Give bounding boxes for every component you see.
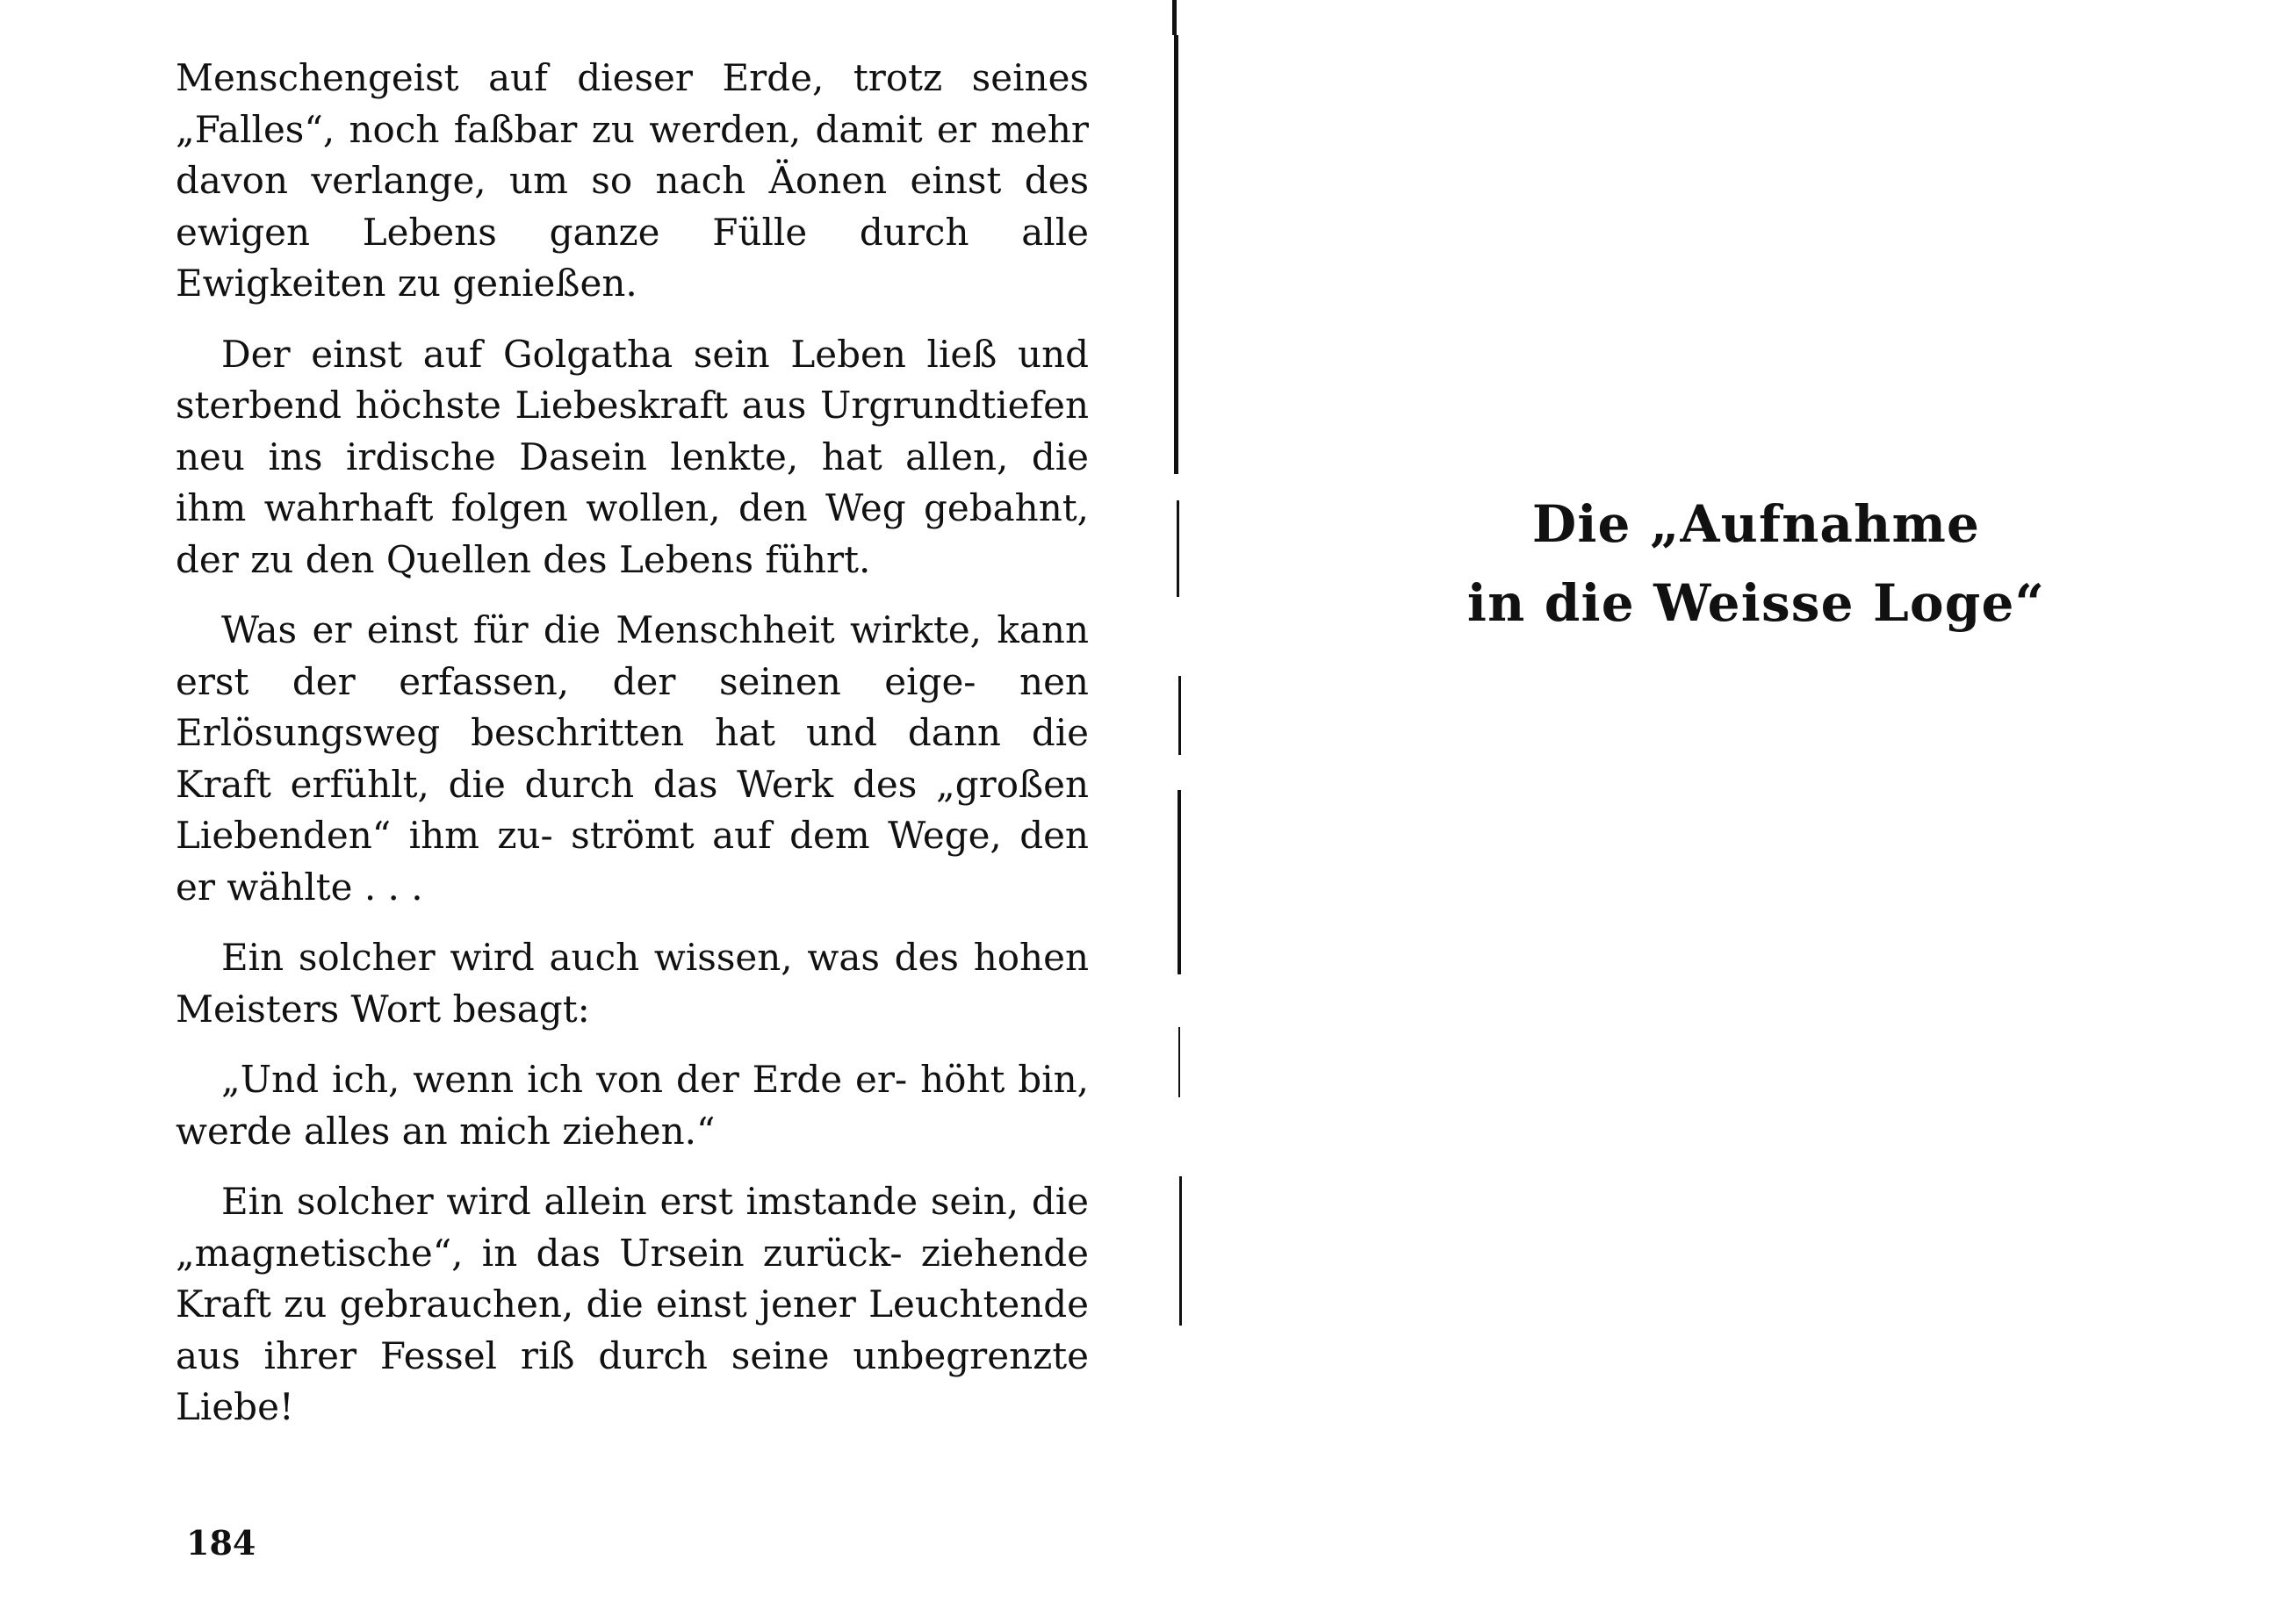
book-gutter [1168,0,1212,1405]
page-number: 184 [186,1523,256,1563]
quote-paragraph: „Und ich, wenn ich von der Erde er- höht bin, werde alles an mich ziehen.“ [176,1058,1089,1153]
chapter-title-line-1: Die „Aufnahme [1531,494,1981,554]
paragraph-1: Menschengeist auf dieser Erde, trotz seines „Falles“, noch faßbar zu werden, damit er mehr davon verlange, um so nach Äonen einst des ewigen Lebens ganze Fülle durch alle Ewigkeiten zu genießen. [176,56,1089,305]
paragraph-6: Ein solcher wird allein erst imstande sein, die „magnetische“, in das Ursein zurück- ziehende Kraft zu gebrauchen, die einst jener Leuchtende aus ihrer Fessel riß durch seine unbegrenzte Liebe! [176,1180,1089,1428]
gutter-line [1178,676,1181,755]
chapter-title-line-2: in die Weisse Loge“ [1466,573,2046,633]
gutter-line [1174,35,1178,474]
left-page [176,53,1089,1453]
paragraph-3: Was er einst für die Menschheit wirkte, kann erst der erfassen, der seinen eige- nen Erlösungsweg beschritten hat und dann die Kraft erfühlt, die durch das Werk des „großen Liebenden“ ihm zu- strömt auf dem Wege, den er wählte . . . [176,608,1090,909]
paragraph-2: Der einst auf Golgatha sein Leben ließ und sterbend höchste Liebeskraft aus Urgrundtiefen neu ins irdische Dasein lenkte, hat allen, die ihm wahrhaft folgen wollen, den Weg gebahnt, der zu den Quellen des Lebens führt. [176,332,1090,581]
gutter-line [1179,1176,1182,1326]
gutter-line [1178,1027,1180,1097]
gutter-line [1178,790,1181,974]
chapter-title [1422,485,2090,643]
paragraph-4: Ein solcher wird auch wissen, was des hohen Meisters Wort besagt: [176,936,1089,1031]
gutter-line [1177,500,1179,597]
gutter-line [1172,0,1177,35]
